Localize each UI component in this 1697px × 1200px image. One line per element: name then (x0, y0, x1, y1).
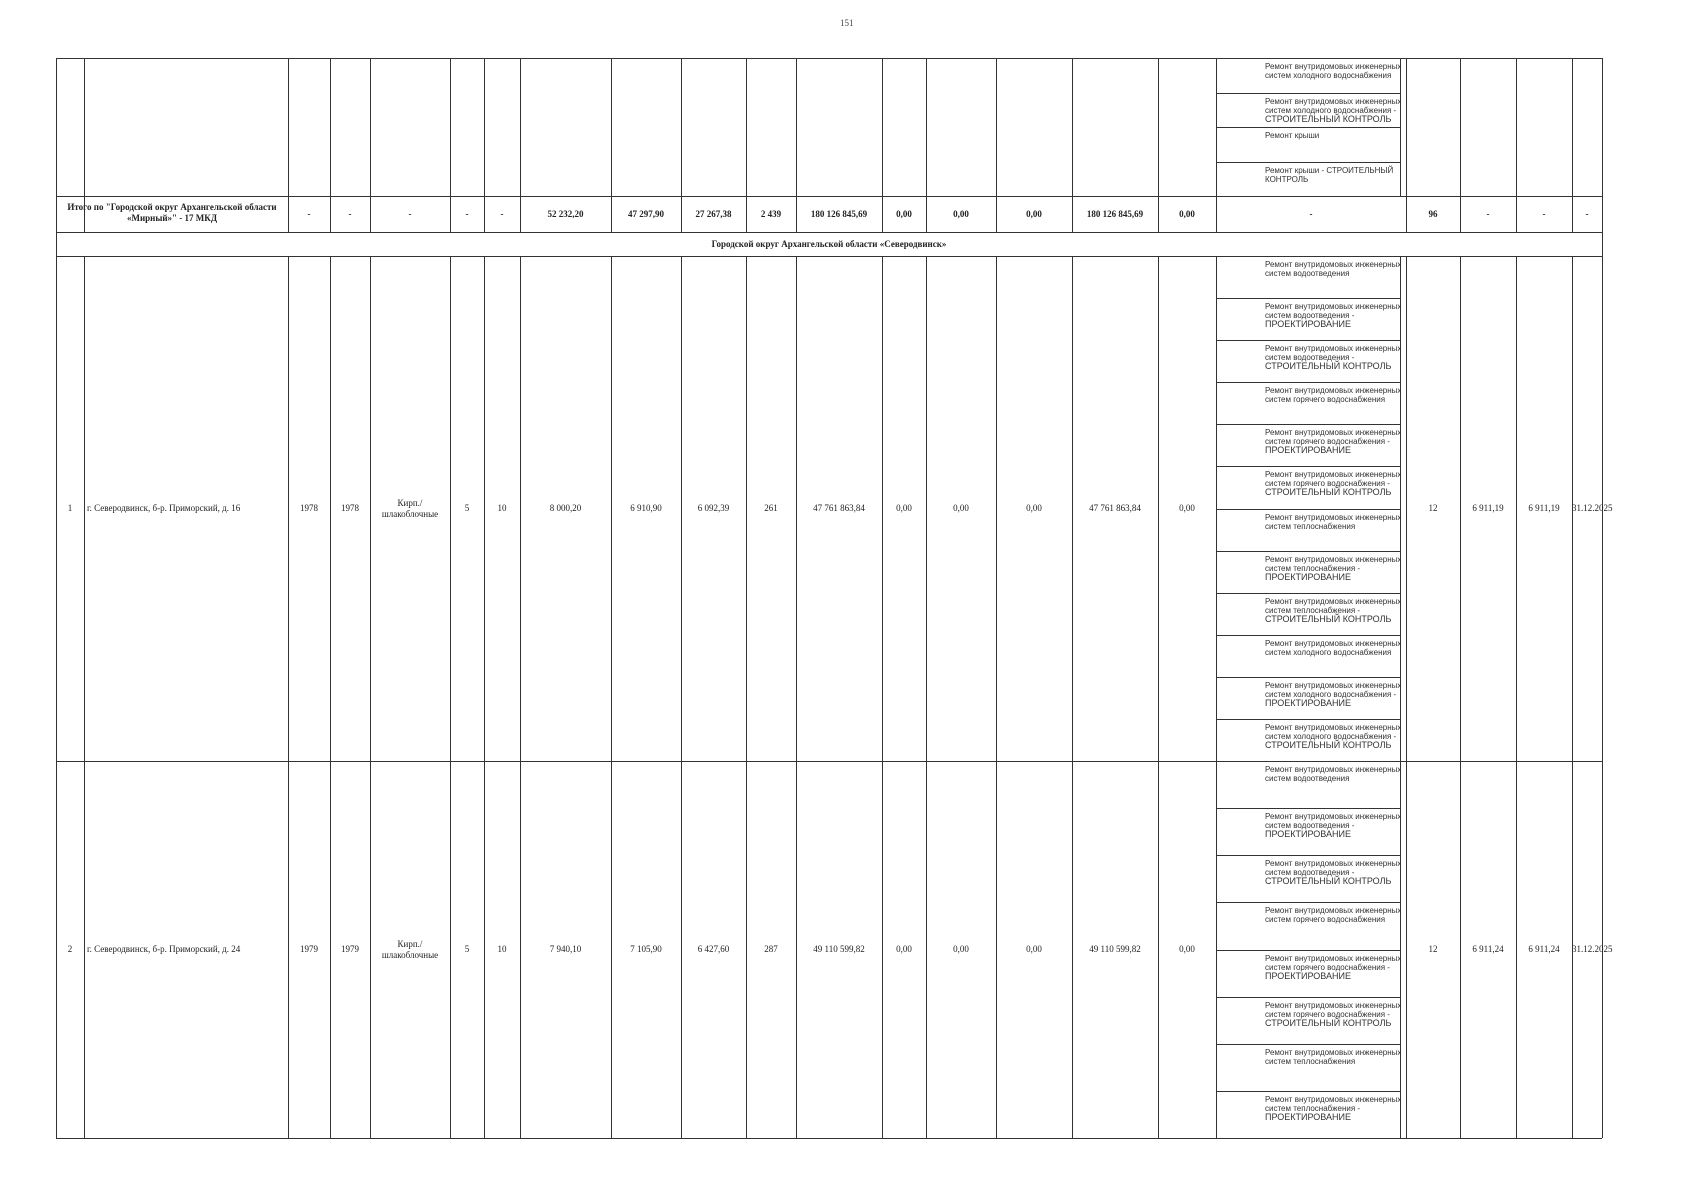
row-1-cost-per-m2: 6 911,19 (1472, 503, 1504, 513)
total-label-line1: Итого по "Городской округ Архангельской области (67, 202, 277, 212)
row-2-address: г. Северодвинск, б-р. Приморский, д. 24 (87, 944, 241, 954)
row-2-wall-material-line2: шлакоблочные (381, 949, 439, 960)
row-1-work-item (1265, 639, 1402, 657)
row-1-work-border (1217, 635, 1400, 636)
row-2-area-total: 7 940,10 (549, 944, 582, 954)
total-cell: 0,00 (896, 208, 912, 219)
column-border (1406, 256, 1407, 1138)
row-2-year-commission: 1979 (341, 944, 359, 954)
total-cell: - (1486, 208, 1490, 219)
work-item-text: систем горячего водоснабжения - (1265, 1009, 1390, 1019)
work-item-text: Ремонт внутридомовых инженерных (1265, 680, 1402, 690)
top-work-item (1265, 166, 1402, 184)
column-border (796, 256, 797, 1138)
work-item-text: КОНТРОЛЬ (1265, 174, 1309, 184)
column-border (330, 256, 331, 1138)
row-1-wall-material (370, 498, 450, 520)
column-border (288, 256, 289, 1138)
column-border (882, 256, 883, 1138)
work-item-stage: ПРОЕКТИРОВАНИЕ (1265, 829, 1351, 840)
column-border (1072, 256, 1073, 1138)
row-2-work-border (1217, 808, 1400, 809)
total-cell: - (1585, 208, 1589, 219)
row-1-work-item (1265, 470, 1402, 497)
work-item-text: Ремонт внутридомовых инженерных (1265, 344, 1402, 354)
work-item-text: систем водоотведения - (1265, 821, 1355, 831)
column-border (1516, 58, 1517, 232)
work-item-stage: СТРОИТЕЛЬНЫЙ КОНТРОЛЬ (1265, 876, 1392, 887)
work-item-text: Ремонт крыши (1265, 131, 1320, 140)
row-1-wall-material-line1: Кирп./ (397, 497, 423, 508)
row-1-residents: 261 (764, 503, 778, 513)
work-item-stage: ПРОЕКТИРОВАНИЕ (1265, 571, 1351, 582)
total-cell: 0,00 (1179, 208, 1195, 219)
total-cell: 52 232,20 (547, 208, 584, 219)
work-item-text: систем водоотведения (1265, 774, 1350, 783)
row-2-work-border (1217, 1091, 1400, 1092)
column-border (926, 58, 927, 232)
work-item-text: систем холодного водоснабжения - (1265, 731, 1397, 741)
work-item-text: систем горячего водоснабжения - (1265, 437, 1390, 447)
row-1-work-border (1217, 466, 1400, 467)
column-border (681, 58, 682, 232)
row-1-count: 12 (1428, 503, 1438, 513)
row-2-fund-region: 0,00 (953, 944, 969, 954)
row-1-work-item (1265, 344, 1402, 371)
work-item-text: систем теплоснабжения (1265, 521, 1356, 531)
work-item-text: систем холодного водоснабжения (1265, 647, 1392, 657)
work-item-text: систем холодного водоснабжения - (1265, 689, 1397, 699)
row-1-work-divider (1400, 256, 1401, 761)
work-item-text: Ремонт внутридомовых инженерных (1265, 470, 1402, 480)
row-2-work-item (1265, 906, 1402, 924)
row-1-work-item (1265, 597, 1402, 624)
row-1-fund-local: 0,00 (1026, 503, 1042, 513)
column-border (1406, 58, 1407, 232)
row-1-work-border (1217, 340, 1400, 341)
row-2-work-item (1265, 812, 1402, 839)
top-work-item (1265, 131, 1402, 140)
row-1-floors: 5 (464, 503, 470, 513)
column-border (370, 256, 371, 1138)
total-cell: 180 126 845,69 (1086, 208, 1144, 219)
total-cell: - (307, 208, 311, 219)
work-item-stage: ПРОЕКТИРОВАНИЕ (1265, 970, 1351, 981)
total-cell: 2 439 (760, 208, 782, 219)
row-2-count: 12 (1428, 944, 1438, 954)
work-item-text: Ремонт внутридомовых инженерных (1265, 1000, 1402, 1010)
work-item-text: систем водоотведения - (1265, 311, 1355, 321)
row-2-work-item (1265, 1095, 1402, 1122)
work-item-text: Ремонт внутридомовых инженерных (1265, 554, 1402, 564)
top-work-item (1265, 97, 1402, 124)
work-item-text: систем теплоснабжения - (1265, 1103, 1361, 1113)
column-border (330, 58, 331, 232)
total-row-label (58, 202, 286, 224)
row-2-work-item (1265, 1048, 1402, 1066)
row-2-fund-fz: 0,00 (896, 944, 912, 954)
row-1-number: 1 (67, 503, 73, 513)
row-2-wall-material-line1: Кирп./ (397, 938, 423, 949)
row-1-work-item (1265, 302, 1402, 329)
total-cell: - (500, 208, 504, 219)
total-cell: 180 126 845,69 (810, 208, 868, 219)
row-1-address: г. Северодвинск, б-р. Приморский, д. 16 (87, 503, 241, 513)
section-title: Городской округ Архангельской области «Северодвинск» (711, 239, 947, 249)
row-2-number: 2 (67, 944, 73, 954)
work-item-text: Ремонт внутридомовых инженерных (1265, 638, 1402, 648)
column-border (450, 256, 451, 1138)
row-border (56, 232, 1602, 233)
row-1-work-border (1217, 677, 1400, 678)
work-item-text: систем холодного водоснабжения (1265, 71, 1392, 80)
work-item-stage: СТРОИТЕЛЬНЫЙ КОНТРОЛЬ (1265, 613, 1392, 624)
column-border (450, 58, 451, 232)
work-item-text: Ремонт внутридомовых инженерных (1265, 428, 1402, 438)
work-item-stage: СТРОИТЕЛЬНЫЙ КОНТРОЛЬ (1265, 487, 1392, 498)
table-side-border (1602, 58, 1603, 1138)
work-item-text: систем горячего водоснабжения - (1265, 479, 1390, 489)
row-1-fund-region: 0,00 (953, 503, 969, 513)
total-cell: - (1542, 208, 1546, 219)
column-border (926, 256, 927, 1138)
row-1-fund-fz: 0,00 (896, 503, 912, 513)
column-border (996, 58, 997, 232)
row-1-cost-total: 47 761 863,84 (813, 503, 865, 513)
top-work-item (1265, 62, 1402, 80)
total-cell: - (348, 208, 352, 219)
row-2-residents: 287 (764, 944, 778, 954)
work-item-text: Ремонт внутридомовых инженерных (1265, 260, 1402, 269)
work-item-text: систем горячего водоснабжения (1265, 915, 1386, 925)
column-border (84, 256, 85, 1138)
column-border (520, 58, 521, 232)
column-border (484, 58, 485, 232)
work-item-text: Ремонт внутридомовых инженерных (1265, 1047, 1402, 1057)
table-bottom-border (56, 1138, 1602, 1139)
work-item-text: Ремонт внутридомовых инженерных (1265, 722, 1402, 732)
top-work-border (1217, 93, 1400, 94)
work-item-stage: СТРОИТЕЛЬНЫЙ КОНТРОЛЬ (1265, 739, 1392, 750)
row-1-work-item (1265, 386, 1402, 404)
column-border (1460, 256, 1461, 1138)
row-2-work-item (1265, 859, 1402, 886)
work-item-stage: ПРОЕКТИРОВАНИЕ (1265, 697, 1351, 708)
work-item-text: систем горячего водоснабжения (1265, 395, 1386, 405)
row-2-work-border (1217, 902, 1400, 903)
work-item-text: систем холодного водоснабжения - (1265, 105, 1397, 115)
row-1-work-item (1265, 681, 1402, 708)
row-1-area-premises: 6 910,90 (630, 503, 662, 513)
row-1-work-border (1217, 424, 1400, 425)
column-border (882, 58, 883, 232)
row-1-area-total: 8 000,20 (549, 503, 582, 513)
work-item-text: Ремонт внутридомовых инженерных (1265, 859, 1402, 869)
row-1-deadline: 31.12.2025 (1572, 503, 1613, 513)
work-item-text: Ремонт внутридомовых инженерных (1265, 953, 1402, 963)
work-item-text: Ремонт внутридомовых инженерных (1265, 302, 1402, 312)
column-border (1572, 58, 1573, 232)
column-border (746, 58, 747, 232)
column-border (996, 256, 997, 1138)
top-work-divider (1400, 58, 1401, 196)
row-1-work-item (1265, 260, 1402, 278)
top-work-border (1217, 162, 1400, 163)
work-item-text: Ремонт крыши - СТРОИТЕЛЬНЫЙ (1265, 165, 1394, 175)
column-border (611, 256, 612, 1138)
row-2-entrances: 10 (497, 944, 507, 954)
total-cell: - (465, 208, 469, 219)
work-item-text: Ремонт внутридомовых инженерных (1265, 596, 1402, 606)
row-2-fund-local: 0,00 (1026, 944, 1042, 954)
work-item-text: Ремонт внутридомовых инженерных (1265, 906, 1402, 916)
work-item-text: систем горячего водоснабжения - (1265, 962, 1390, 972)
row-1-work-item (1265, 555, 1402, 582)
row-2-fund-other: 0,00 (1179, 944, 1195, 954)
column-border (1216, 58, 1217, 232)
work-item-stage: ПРОЕКТИРОВАНИЕ (1265, 1111, 1351, 1122)
column-border (1158, 256, 1159, 1138)
column-border (796, 58, 797, 232)
row-1-year-built: 1978 (300, 503, 318, 513)
work-item-text: Ремонт внутридомовых инженерных (1265, 1094, 1402, 1104)
total-cell: - (408, 208, 412, 219)
column-border (611, 58, 612, 232)
column-border (1516, 256, 1517, 1138)
column-border (1460, 58, 1461, 232)
top-work-border (1217, 127, 1400, 128)
row-1-work-border (1217, 382, 1400, 383)
row-1-work-border (1217, 509, 1400, 510)
work-item-text: Ремонт внутридомовых инженерных (1265, 386, 1402, 396)
row-2-area-premises: 7 105,90 (630, 944, 662, 954)
column-border (484, 256, 485, 1138)
row-1-work-border (1217, 719, 1400, 720)
row-1-wall-material-line2: шлакоблочные (381, 508, 439, 519)
total-cell: 0,00 (1026, 208, 1042, 219)
column-border (1572, 256, 1573, 1138)
column-border (1216, 256, 1217, 1138)
row-2-work-border (1217, 997, 1400, 998)
total-cell: 27 267,38 (695, 208, 732, 219)
column-border (681, 256, 682, 1138)
row-1-work-border (1217, 551, 1400, 552)
table-side-border (56, 58, 57, 1138)
row-1-area-residential: 6 092,39 (697, 503, 730, 513)
page-number: 151 (840, 18, 854, 28)
row-2-area-residential: 6 427,60 (697, 944, 730, 954)
column-border (746, 256, 747, 1138)
row-1-entrances: 10 (497, 503, 507, 513)
row-1-year-commission: 1978 (341, 503, 359, 513)
work-item-text: Ремонт внутридомовых инженерных (1265, 512, 1402, 522)
work-item-text: Ремонт внутридомовых инженерных (1265, 765, 1402, 774)
total-cell: - (1309, 208, 1313, 219)
work-item-text: систем водоотведения (1265, 269, 1350, 278)
row-1-limit-per-m2: 6 911,19 (1528, 503, 1560, 513)
row-2-floors: 5 (464, 944, 470, 954)
column-border (288, 58, 289, 232)
work-item-text: Ремонт внутридомовых инженерных (1265, 812, 1402, 822)
row-1-work-item (1265, 428, 1402, 455)
work-item-text: Ремонт внутридомовых инженерных (1265, 96, 1402, 106)
column-border (370, 58, 371, 232)
row-2-deadline: 31.12.2025 (1572, 944, 1613, 954)
row-2-work-border (1217, 950, 1400, 951)
row-1-work-item (1265, 513, 1402, 531)
row-2-wall-material (370, 939, 450, 961)
row-1-work-item (1265, 723, 1402, 750)
row-2-work-item (1265, 765, 1402, 783)
column-border (1072, 58, 1073, 232)
row-2-fund-owners: 49 110 599,82 (1089, 944, 1141, 954)
row-2-work-item (1265, 954, 1402, 981)
row-2-work-border (1217, 1044, 1400, 1045)
column-border (520, 256, 521, 1138)
row-2-limit-per-m2: 6 911,24 (1528, 944, 1560, 954)
work-item-stage: ПРОЕКТИРОВАНИЕ (1265, 445, 1351, 456)
work-item-stage: СТРОИТЕЛЬНЫЙ КОНТРОЛЬ (1265, 113, 1392, 124)
work-item-text: Ремонт внутридомовых инженерных (1265, 62, 1402, 71)
work-item-text: систем теплоснабжения - (1265, 563, 1361, 573)
row-1-fund-other: 0,00 (1179, 503, 1195, 513)
work-item-stage: СТРОИТЕЛЬНЫЙ КОНТРОЛЬ (1265, 1017, 1392, 1028)
total-label-line2: «Мирный»" - 17 МКД (126, 213, 218, 223)
row-2-work-divider (1400, 761, 1401, 1138)
work-item-text: систем водоотведения - (1265, 868, 1355, 878)
row-2-year-built: 1979 (300, 944, 318, 954)
row-2-work-item (1265, 1001, 1402, 1028)
work-item-text: систем теплоснабжения - (1265, 605, 1361, 615)
row-1-work-border (1217, 593, 1400, 594)
row-2-cost-total: 49 110 599,82 (813, 944, 865, 954)
total-cell: 96 (1428, 208, 1438, 219)
work-item-stage: ПРОЕКТИРОВАНИЕ (1265, 319, 1351, 330)
column-border (1158, 58, 1159, 232)
work-item-text: систем водоотведения - (1265, 353, 1355, 363)
work-item-text: систем теплоснабжения (1265, 1056, 1356, 1066)
row-1-fund-owners: 47 761 863,84 (1089, 503, 1141, 513)
total-cell: 0,00 (953, 208, 969, 219)
row-1-work-border (1217, 298, 1400, 299)
total-cell: 47 297,90 (628, 208, 664, 219)
work-item-stage: СТРОИТЕЛЬНЫЙ КОНТРОЛЬ (1265, 361, 1392, 372)
row-2-work-border (1217, 855, 1400, 856)
row-2-cost-per-m2: 6 911,24 (1472, 944, 1504, 954)
